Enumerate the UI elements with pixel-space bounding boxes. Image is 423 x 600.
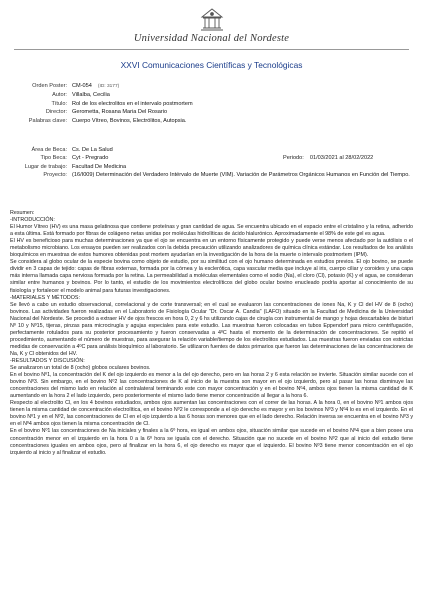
autor-label: Autor: bbox=[52, 92, 67, 99]
orden-id: (ID: 3177) bbox=[97, 84, 120, 89]
paragraph: En el bovino Nº1 las concentraciones de Na iniciales y finales a la 6º hora, es igual en ambos ojos, situación similar que sucede en el bovino Nº4 que a bien posee una concentración menor en el izquierdo en la hora 0 a la 6º hora se iguala con el derecho. Situación que no sucede en el bovino Nº2 que al inicio del estudio tiene concentraciones iguales en ambos ojos, pero al finalizar en la hora 6, el ojo derecho es mayor que el izquierdo. El bovino Nº3 tiene menor concentración en el ojo izquierdo al inicio y al finalizar el estudio. bbox=[10, 428, 413, 456]
proyecto-label: Proyecto: bbox=[43, 172, 67, 179]
meta-row-area bbox=[10, 146, 415, 154]
meta-row-proyecto bbox=[10, 171, 415, 179]
paragraph: Se analizaron un total de 8 (ocho) globos oculares bovinos. bbox=[10, 365, 151, 372]
paragraph: El Humor Vítreo (HV) es una masa gelatinosa que contiene proteínas y gran cantidad de agua. Se encuentra ubicado en el espacio entre el cristalino y la retina, adherido a esta última. Está formado por fibras de colágeno netas unidas por moléculas hidrolíticas de ácido hialurónico. Aproximadamente el 98% de este gel es agua. bbox=[10, 224, 413, 238]
periodo bbox=[283, 154, 373, 162]
section-heading-materiales: -MATERIALES Y MÉTODOS: bbox=[10, 294, 80, 301]
abstract-body bbox=[10, 210, 413, 457]
meta-row-director bbox=[10, 108, 415, 116]
periodo-label: Periodo: bbox=[283, 155, 304, 162]
orden-value bbox=[72, 82, 415, 91]
autor-value: Villalba, Cecilia bbox=[72, 92, 110, 99]
tipo-value: Cyt - Pregrado bbox=[72, 155, 109, 162]
paragraph: Respecto al electrolito Cl, en los 4 bovinos estudiados, ambos ojos aumentan las concentraciones con el correr de las horas. A la hora 0, en el bovino Nº1 ambos ojos tienen la misma cantidad de concentración electrolítica, en el bovino Nº2 le corresponde a el ojo derecho es mayor y en los bovinos Nº3 y Nº4 lo es en el izquierdo. En el bovino Nº1 y en el Nº2, las concentraciones de Cl en el ojo izquierdo a las 6 horas son menores que en el lado derecho. Relación inversa se encuentra en el bovino Nº3 y en el Nº4 ambos ojos tienen la misma concentración de Cl. bbox=[10, 400, 413, 428]
page-header bbox=[0, 6, 423, 44]
paragraph: En el bovino Nº1, la concentración del K del ojo izquierdo es menor a la del ojo derecho, pero en las horas 2 y 6 esta relación se invierte. Situación similar sucede con el bovino Nº3. Sin embargo, en el bovino Nº2 las concentraciones de K al inicio de la muestra son mayor en el ojo izquierdo, pero al pasar las horas disminuye las concentraciones del mismo lado en relación al contralateral terminando este con mayor concentración y en el bovino Nº4, ambos ojos tienen la misma cantidad de K aumentando en la hora 2 el lado izquierdo, pero posteriormente el mismo lado tiene menor concentración al llegar a la hora 6. bbox=[10, 372, 413, 400]
titulo-value: Rol de los electrolitos en el intervalo postmortem bbox=[72, 100, 193, 107]
section-heading-resultados: -RESULTADOS Y DISCUSIÓN: bbox=[10, 357, 85, 364]
tipo-label: Tipo Beca: bbox=[40, 155, 67, 162]
paragraph: Se considera al globo ocular de la especie bovina como objeto de estudio, por su similitud con el ojo humano determinada en estudios previos. El ojo bovino, se puede dividir en 3 capas de tejido: capas de fibras externas, formada por la córnea y la esclerótica, capa vascular media que incluye al iris, cuerpo ciliar y coroides y una capa más interna llamada capa nerviosa formada por la retina. La permeabilidad a moléculas elementales como el sodio (Na), el cloro (Cl), potasio (K) y el agua, se consideran similar entre humanos y bovinos. Por lo tanto, el estudio de los movimientos electrolíticos del globo ocular bovino enucleado podría aportar al conocimiento de su fisiología y fortalecer el modelo animal para futuras investigaciones. bbox=[10, 259, 413, 294]
director-label: Director: bbox=[45, 109, 67, 116]
palabras-label: Palabras clave: bbox=[28, 117, 67, 124]
poster-metadata bbox=[10, 82, 415, 125]
meta-row-tipo bbox=[10, 154, 415, 162]
proyecto-value: (16/I009) Determinación del Verdadero Intérvalo de Muerte (VIM). Variación de Parámetros Orgánicos Humanos en Función del Tiempo. bbox=[72, 172, 410, 179]
paragraph: El HV es beneficioso para muchas determinaciones ya que el ojo se encuentra en un entorno físicamente protegido y puede verse menos afectado por la autólisis o el metabolismo microbiano. Los ensayos pueden ser realizados con la debida precaución utilizando analizadores de química clínica estándar. Los resultados de los análisis bioquímicos en muestras de estos humores obtenidas post mortem ayudarían en la investigación de la hora de la muerte o intervalo postmortem (IPM). bbox=[10, 238, 413, 259]
area-value: Cs. De La Salud bbox=[72, 147, 113, 153]
document-title: XXVI Comunicaciones Científicas y Tecnológicas bbox=[120, 60, 303, 70]
beca-metadata bbox=[10, 146, 415, 180]
paragraph: Se llevó a cabo un estudio observacional, correlacional y de corte transversal; en el cual se evaluaron las concentraciones de iones Na, K y Cl del HV de 8 (ocho) bovinos. Las actividades fueron realizadas en el Laboratorio de Fisiología Ocular "Dr. Oscar A. Candia" (LAFO) situado en la Facultad de Medicina de la Universidad Nacional del Nordeste. Se procedió a extraer HV de ojos frescos en hora 0, 2 y 6 hs utilizando cajas de cirugía con instrumental de mango y hojas descartables de bisturí Nº 10 y Nº15, tijeras, pinzas para microcirugía y agujas especiales para este estudio. Las muestras fueron colocadas en tubos Eppendorf para micro centrifugación, perfectamente rotulados para su posterior procesamiento y fueron conservadas a 4ºC hasta el momento de la determinación de concentraciones. Se repitió el procedimiento, aumentando el número de muestras, para asegurar la relación variable/tiempo de los electrolitos estudiados. Las muestras fueron enviadas con estrictas medidas de conservación a 4ºC para análisis bioquímico al laboratorio. Se utilizaron fuentes de datos primarios que fueron las determinaciones de las concentraciones de Na, K y Cl obtenidos del HV. bbox=[10, 301, 413, 357]
section-heading-introduccion: -INTRODUCCIÓN: bbox=[10, 217, 55, 224]
director-value: Gerometta, Rosana Maria Del Rosario bbox=[72, 109, 168, 116]
meta-row-palabras bbox=[10, 117, 415, 125]
palabras-value: Cuerpo Vítreo, Bovinos, Electrólitos, Autopsia. bbox=[72, 117, 187, 124]
orden-label: Orden Poster: bbox=[32, 83, 67, 89]
lugar-label: Lugar de trabajo: bbox=[24, 163, 67, 170]
orden-code: CM-054 bbox=[72, 83, 92, 89]
header-divider bbox=[14, 49, 409, 50]
periodo-value: 01/03/2021 al 28/02/2022 bbox=[309, 155, 374, 162]
area-label: Área de Beca: bbox=[31, 147, 67, 153]
lugar-value: Facultad De Medicina bbox=[72, 163, 127, 170]
meta-row-orden bbox=[10, 82, 415, 91]
titulo-label: Título: bbox=[51, 100, 67, 107]
meta-row-titulo bbox=[10, 100, 415, 108]
university-name: Universidad Nacional del Nordeste bbox=[133, 33, 290, 44]
meta-row-lugar bbox=[10, 163, 415, 171]
university-seal-icon bbox=[197, 6, 227, 32]
meta-row-autor bbox=[10, 91, 415, 99]
resumen-heading: Resumen: bbox=[10, 210, 35, 216]
